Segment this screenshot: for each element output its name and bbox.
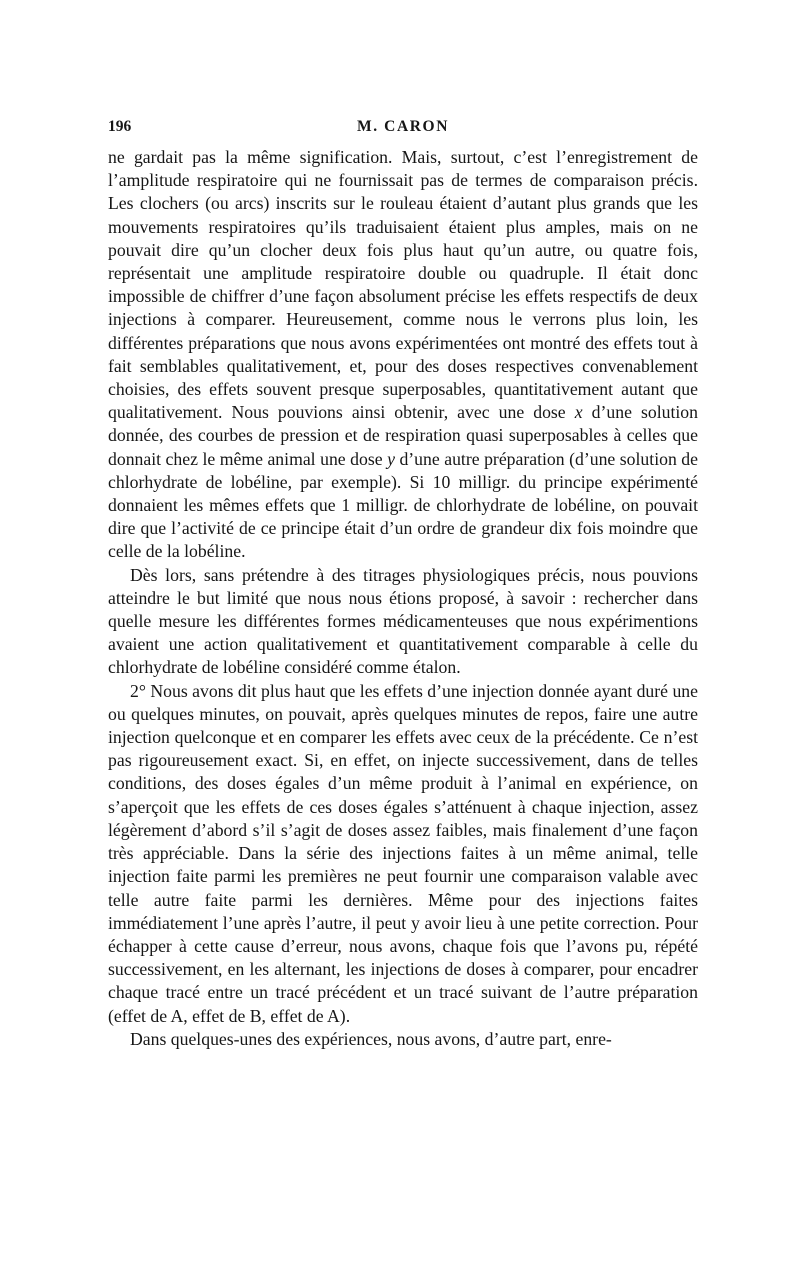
paragraph-1	[108, 146, 698, 564]
page-body	[108, 146, 698, 1051]
paragraph-3	[108, 680, 698, 1028]
text-run: Dans quelques-unes des expériences, nous avons, d’autre part, enre-	[130, 1028, 612, 1049]
text-run: d’une solution donnée, des courbes de pression et de respiration quasi superposables à celles que donnait chez le même animal une dose	[108, 402, 698, 469]
text-run: ne gardait pas la même signification. Mais, surtout, c’est l’enregistrement de l’amplitude respiratoire qui ne fournissait pas de termes de comparaison précis. Les clochers (ou arcs) inscrits sur le rouleau étaient d’autant plus grands que les mouvements respiratoires qu’ils traduisaient étaient plus amples, mais on ne pouvait dire qu’un clocher deux fois plus haut qu’un autre, ou quatre fois, représentait une amplitude respiratoire double ou quadruple. Il était donc impossible de chiffrer d’une façon absolument précise les effets respectifs de deux injections à comparer. Heureusement, comme nous le verrons plus loin, les différentes préparations que nous avons expérimentées ont montré des effets tout à fait semblables qualitativement, et, pour des doses respectives convenablement choisies, des effets souvent presque superposables, quantitativement autant que qualitativement. Nous pouvions ainsi obtenir, avec une dose	[108, 147, 698, 423]
variable-x: x	[574, 402, 583, 423]
text-run: d’une autre préparation (d’une solution de chlorhydrate de lobéline, par exemple). Si 10 milligr. du principe expérimenté donnaient les mêmes effets que 1 milligr. de chlorhydrate de lobéline, on pouvait dire que l’activité de ce principe était d’un ordre de grandeur dix fois moindre que celle de la lobéline.	[108, 448, 698, 562]
variable-y: y	[387, 448, 395, 469]
page-header	[108, 118, 698, 138]
page-number: 196	[108, 118, 132, 135]
text-run: 2° Nous avons dit plus haut que les effets d’une injection donnée ayant duré une ou quelques minutes, on pouvait, après quelques minutes de repos, faire une autre injection quelconque et en comparer les effets avec ceux de la précédente. Ce n’est pas rigoureusement exact. Si, en effet, on injecte successivement, dans de telles conditions, des doses égales d’un même produit à l’animal en expérience, on s’aperçoit que les effets de ces doses égales s’atténuent à chaque injection, assez légèrement d’abord s’il s’agit de doses assez faibles, mais finalement d’une façon très appréciable. Dans la série des injections faites à un même animal, telle injection faite parmi les premières ne peut fournir une comparaison valable avec telle autre faite parmi les dernières. Même pour des injections faites immédiatement l’une après l’autre, il peut y avoir lieu à une petite correction. Pour échapper à cette cause d’erreur, nous avons, chaque fois que l’avons pu, répété successivement, en les alternant, les injections de doses à comparer, pour encadrer chaque tracé entre un tracé précédent et un tracé suivant de l’autre préparation (effet de A, effet de B, effet de A).	[108, 680, 698, 1026]
running-title: M. CARON	[356, 118, 449, 135]
text-run: Dès lors, sans prétendre à des titrages physiologiques précis, nous pouvions atteindre le but limité que nous nous étions proposé, à savoir : rechercher dans quelle mesure les différentes formes médicamenteuses que nous expérimentions avaient une action qualitativement et quantitativement comparable à celle du chlorhydrate de lobéline considéré comme étalon.	[108, 564, 698, 678]
paragraph-2	[108, 564, 698, 680]
paragraph-4	[108, 1028, 698, 1051]
